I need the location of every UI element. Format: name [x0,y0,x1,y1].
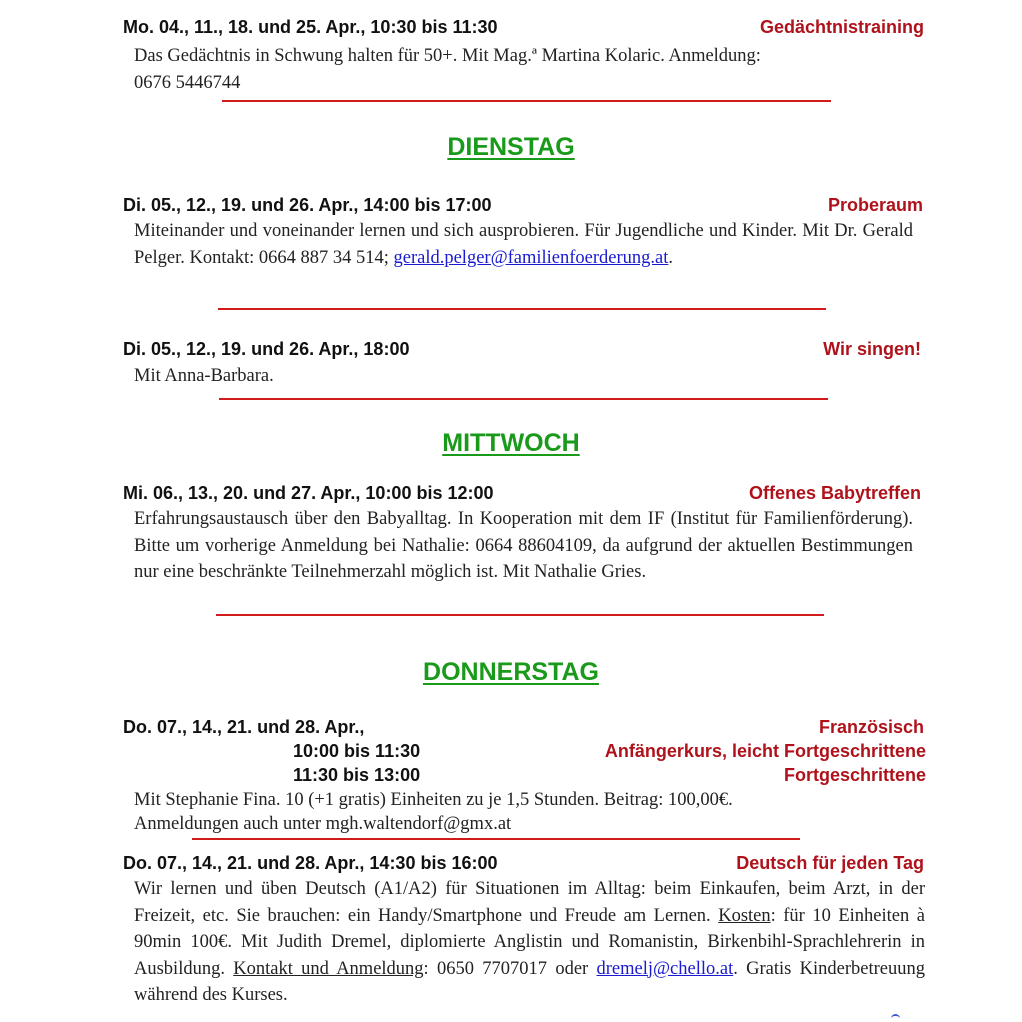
entry-line: Anmeldungen auch unter mgh.waltendorf@gmx.at [134,814,512,834]
entry-date: Mi. 06., 13., 20. und 27. Apr., 10:00 bis 12:00 [123,483,494,503]
entry-description [134,876,925,1009]
entry-date: Do. 07., 14., 21. und 28. Apr., [123,717,365,737]
separator-line [222,100,831,102]
entry-description [134,788,924,836]
entry-line: Mit Stephanie Fina. 10 (+1 gratis) Einheiten zu je 1,5 Stunden. Beitrag: 100,00€. [134,790,733,810]
entry-title: Deutsch für jeden Tag [736,853,924,873]
entry-description [134,218,913,271]
entry-description: Mit Anna-Barbara. [134,366,274,386]
entry-text: : 0650 7707017 oder [423,958,597,979]
email-link[interactable]: gerald.pelger@familienfoerderung.at [393,247,669,268]
entry-line: 0676 5446744 [134,72,241,93]
entry-text: Wir lernen und üben Deutsch (A1/A2) für Situationen im Alltag: beim Einkaufen, beim Arzt, in der Freizeit, etc. Sie brauchen: ein Handy/Smartphone und Freude am Lernen. [134,879,925,926]
entry-title: Proberaum [827,195,923,215]
entry-text: : für 10 Einheiten à 90min 100€. Mit Judith Dremel, diplomierte Anglistin und Romanistin, Birkenbihl-Sprachlehrerin in Ausbildung. [134,905,925,979]
separator-line [192,838,800,840]
entry-description [134,43,924,96]
entry-title: Wir singen! [823,339,921,359]
entry-title: Offenes Babytreffen [748,483,921,503]
entry-date: Di. 05., 12., 19. und 26. Apr., 14:00 bis 17:00 [123,195,492,215]
entry-date: Mo. 04., 11., 18. und 25. Apr., 10:30 bis 11:30 [123,17,498,37]
entry-text: Miteinander und voneinander lernen und sich ausprobieren. Für Jugendliche und Kinder. Mit Dr. Gerald Pelger. Kontakt: 0664 887 34 514; [134,221,913,268]
kosten-label: Kosten [718,905,771,926]
separator-line [219,398,828,400]
entry-date: Do. 07., 14., 21. und 28. Apr., 14:30 bis 16:00 [123,853,498,873]
entry-line: Das Gedächtnis in Schwung halten für 50+. Mit Mag.ª Martina Kolaric. Anmeldung: [134,46,761,66]
session-label: Fortgeschrittene [783,765,926,785]
entry-text: . [668,247,674,268]
entry-text: . Gratis Kinderbetreuung während des Kurses. [134,958,925,1005]
kontakt-label: Kontakt und Anmeldung [233,958,424,979]
day-heading-thursday: DONNERSTAG [423,658,599,686]
email-link[interactable]: dremelj@chello.at [596,958,734,979]
entry-date: Di. 05., 12., 19. und 26. Apr., 18:00 [123,339,410,359]
separator-line [218,308,826,310]
day-heading-tuesday: DIENSTAG [447,133,575,161]
entry-description: Erfahrungsaustausch über den Babyalltag. In Kooperation mit dem IF (Institut für Familienförderung). Bitte um vorherige Anmeldung bei Nathalie: 0664 88604109, da aufgrund der aktuellen Bestimmungen nur eine beschränkte Teilnehmerzahl möglich ist. Mit Nathalie Gries. [134,509,913,582]
entry-title: Französisch [818,717,924,737]
separator-line [216,614,824,616]
page-corner-mark [891,1014,900,1020]
entry-title: Gedächtnistraining [759,17,924,37]
session-time: 11:30 bis 13:00 [293,765,421,785]
session-time: 10:00 bis 11:30 [293,741,421,761]
session-label: Anfängerkurs, leicht Fortgeschrittene [604,741,926,761]
day-heading-wednesday: MITTWOCH [442,429,580,457]
